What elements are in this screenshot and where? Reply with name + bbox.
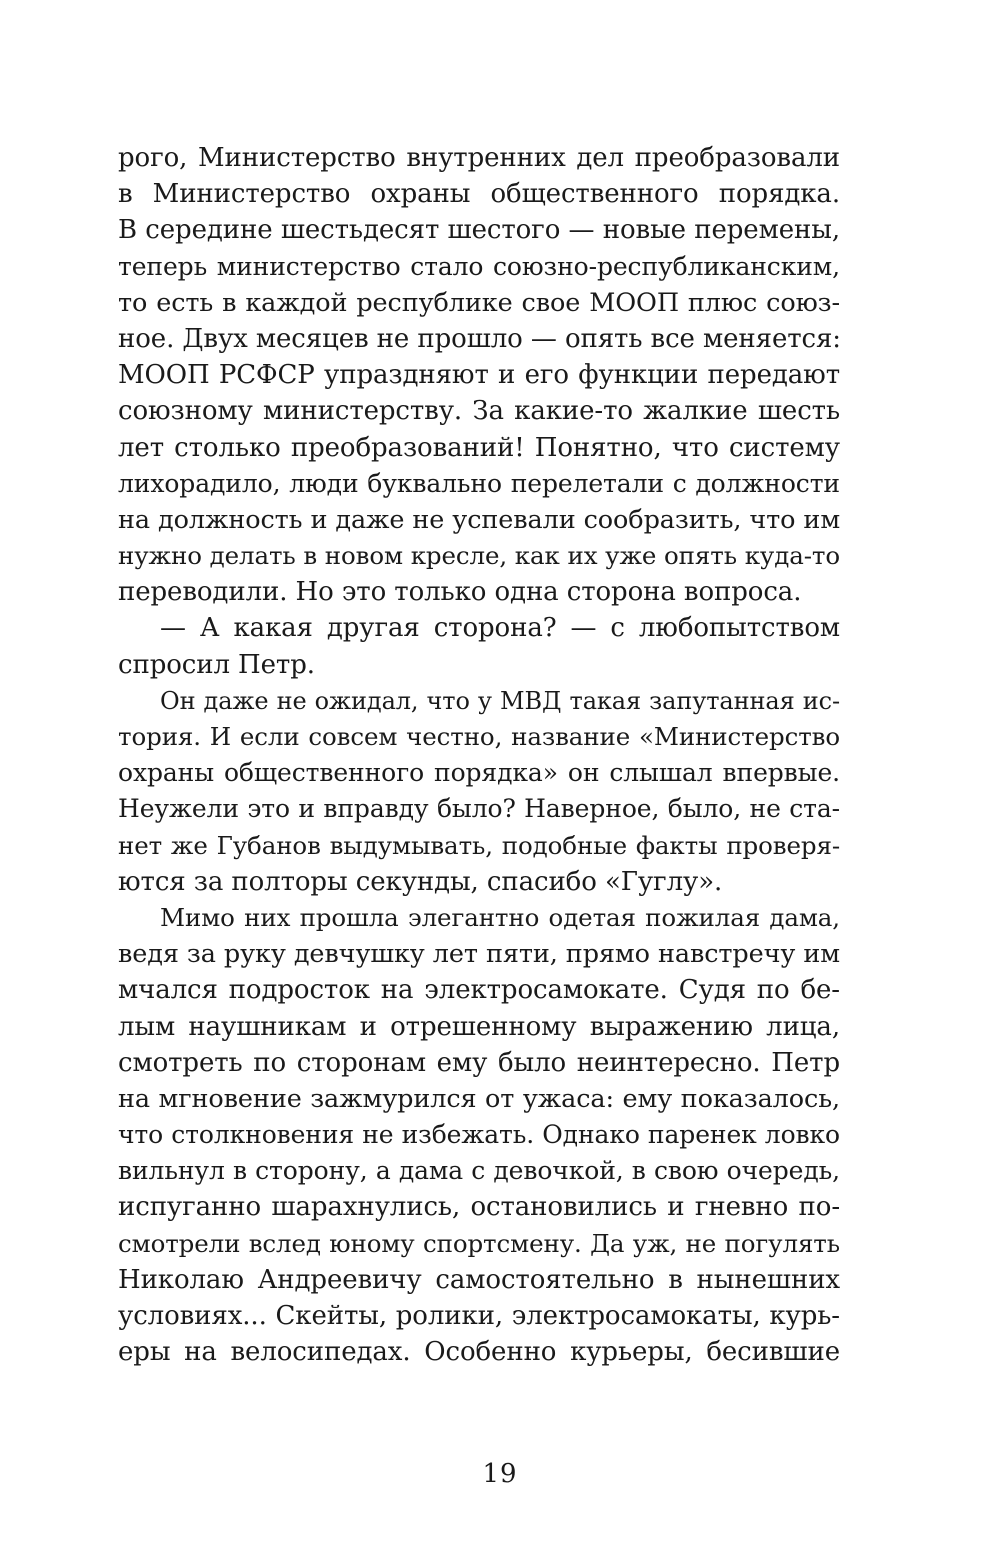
text-line: нужно делать в новом кресле, как их уже опять куда-то bbox=[118, 541, 840, 571]
text-line: Николаю Андреевичу самостоятельно в нынешних bbox=[118, 1264, 840, 1295]
text-line: что столкновения не избежать. Однако паренек ловко bbox=[118, 1120, 840, 1150]
text-line: на мгновение зажмурился от ужаса: ему показалось, bbox=[118, 1083, 840, 1114]
text-line: ведя за руку девчушку лет пяти, прямо навстречу им bbox=[118, 939, 840, 970]
text-line: ное. Двух месяцев не прошло — опять все меняется: bbox=[118, 323, 841, 354]
text-line: Мимо них прошла элегантно одетая пожилая дама, bbox=[160, 902, 840, 932]
text-line: теперь министерство стало союзно-республиканским, bbox=[118, 251, 840, 281]
text-line: испуганно шарахнулись, остановились и гневно по- bbox=[118, 1192, 840, 1223]
text-line: в Министерство охраны общественного порядка. bbox=[118, 179, 840, 210]
text-line: нет же Губанов выдумывать, подобные факты проверя- bbox=[118, 830, 840, 860]
text-line: Неужели это и вправду было? Наверное, было, не ста- bbox=[118, 794, 840, 824]
text-line: условиях... Скейты, ролики, электросамокаты, курь- bbox=[118, 1301, 840, 1331]
text-line: рого, Министерство внутренних дел преобразовали bbox=[118, 143, 840, 173]
text-line: Он даже не ожидал, что у МВД такая запутанная ис- bbox=[160, 686, 840, 715]
text-line: В середине шестьдесят шестого — новые перемены, bbox=[118, 215, 840, 246]
text-line: лет столько преобразований! Понятно, что систему bbox=[118, 432, 840, 463]
body-text bbox=[118, 140, 840, 1370]
text-line: спросил Петр. bbox=[118, 649, 315, 680]
text-line: лым наушникам и отрешенному выражению лица, bbox=[118, 1011, 840, 1042]
text-line: союзному министерству. За какие-то жалкие шесть bbox=[118, 396, 840, 427]
text-line: охраны общественного порядка» он слышал впервые. bbox=[118, 758, 840, 788]
text-line: то есть в каждой республике свое МООП плюс союз- bbox=[118, 287, 840, 318]
text-line: на должность и даже не успевали сообразить, что им bbox=[118, 504, 841, 535]
text-line: смотрели вслед юному спортсмену. Да уж, не погулять bbox=[118, 1228, 840, 1258]
text-line: мчался подросток на электросамокате. Судя по бе- bbox=[118, 975, 840, 1006]
text-line: переводили. Но это только одна сторона вопроса. bbox=[118, 577, 802, 608]
text-line: смотреть по сторонам ему было неинтересно. Петр bbox=[118, 1047, 840, 1078]
text-line: еры на велосипедах. Особенно курьеры, бесившие bbox=[118, 1337, 840, 1368]
text-line: МООП РСФСР упраздняют и его функции передают bbox=[118, 360, 840, 391]
text-line: лихорадило, люди буквально перелетали с должности bbox=[118, 468, 840, 498]
text-line: ются за полторы секунды, спасибо «Гуглу». bbox=[118, 866, 723, 897]
page-number: 19 bbox=[482, 1459, 518, 1489]
text-line: тория. И если совсем честно, название «Министерство bbox=[118, 722, 840, 751]
text-line: — А какая другая сторона? — с любопытством bbox=[160, 613, 840, 644]
text-line: вильнул в сторону, а дама с девочкой, в свою очередь, bbox=[118, 1156, 840, 1186]
